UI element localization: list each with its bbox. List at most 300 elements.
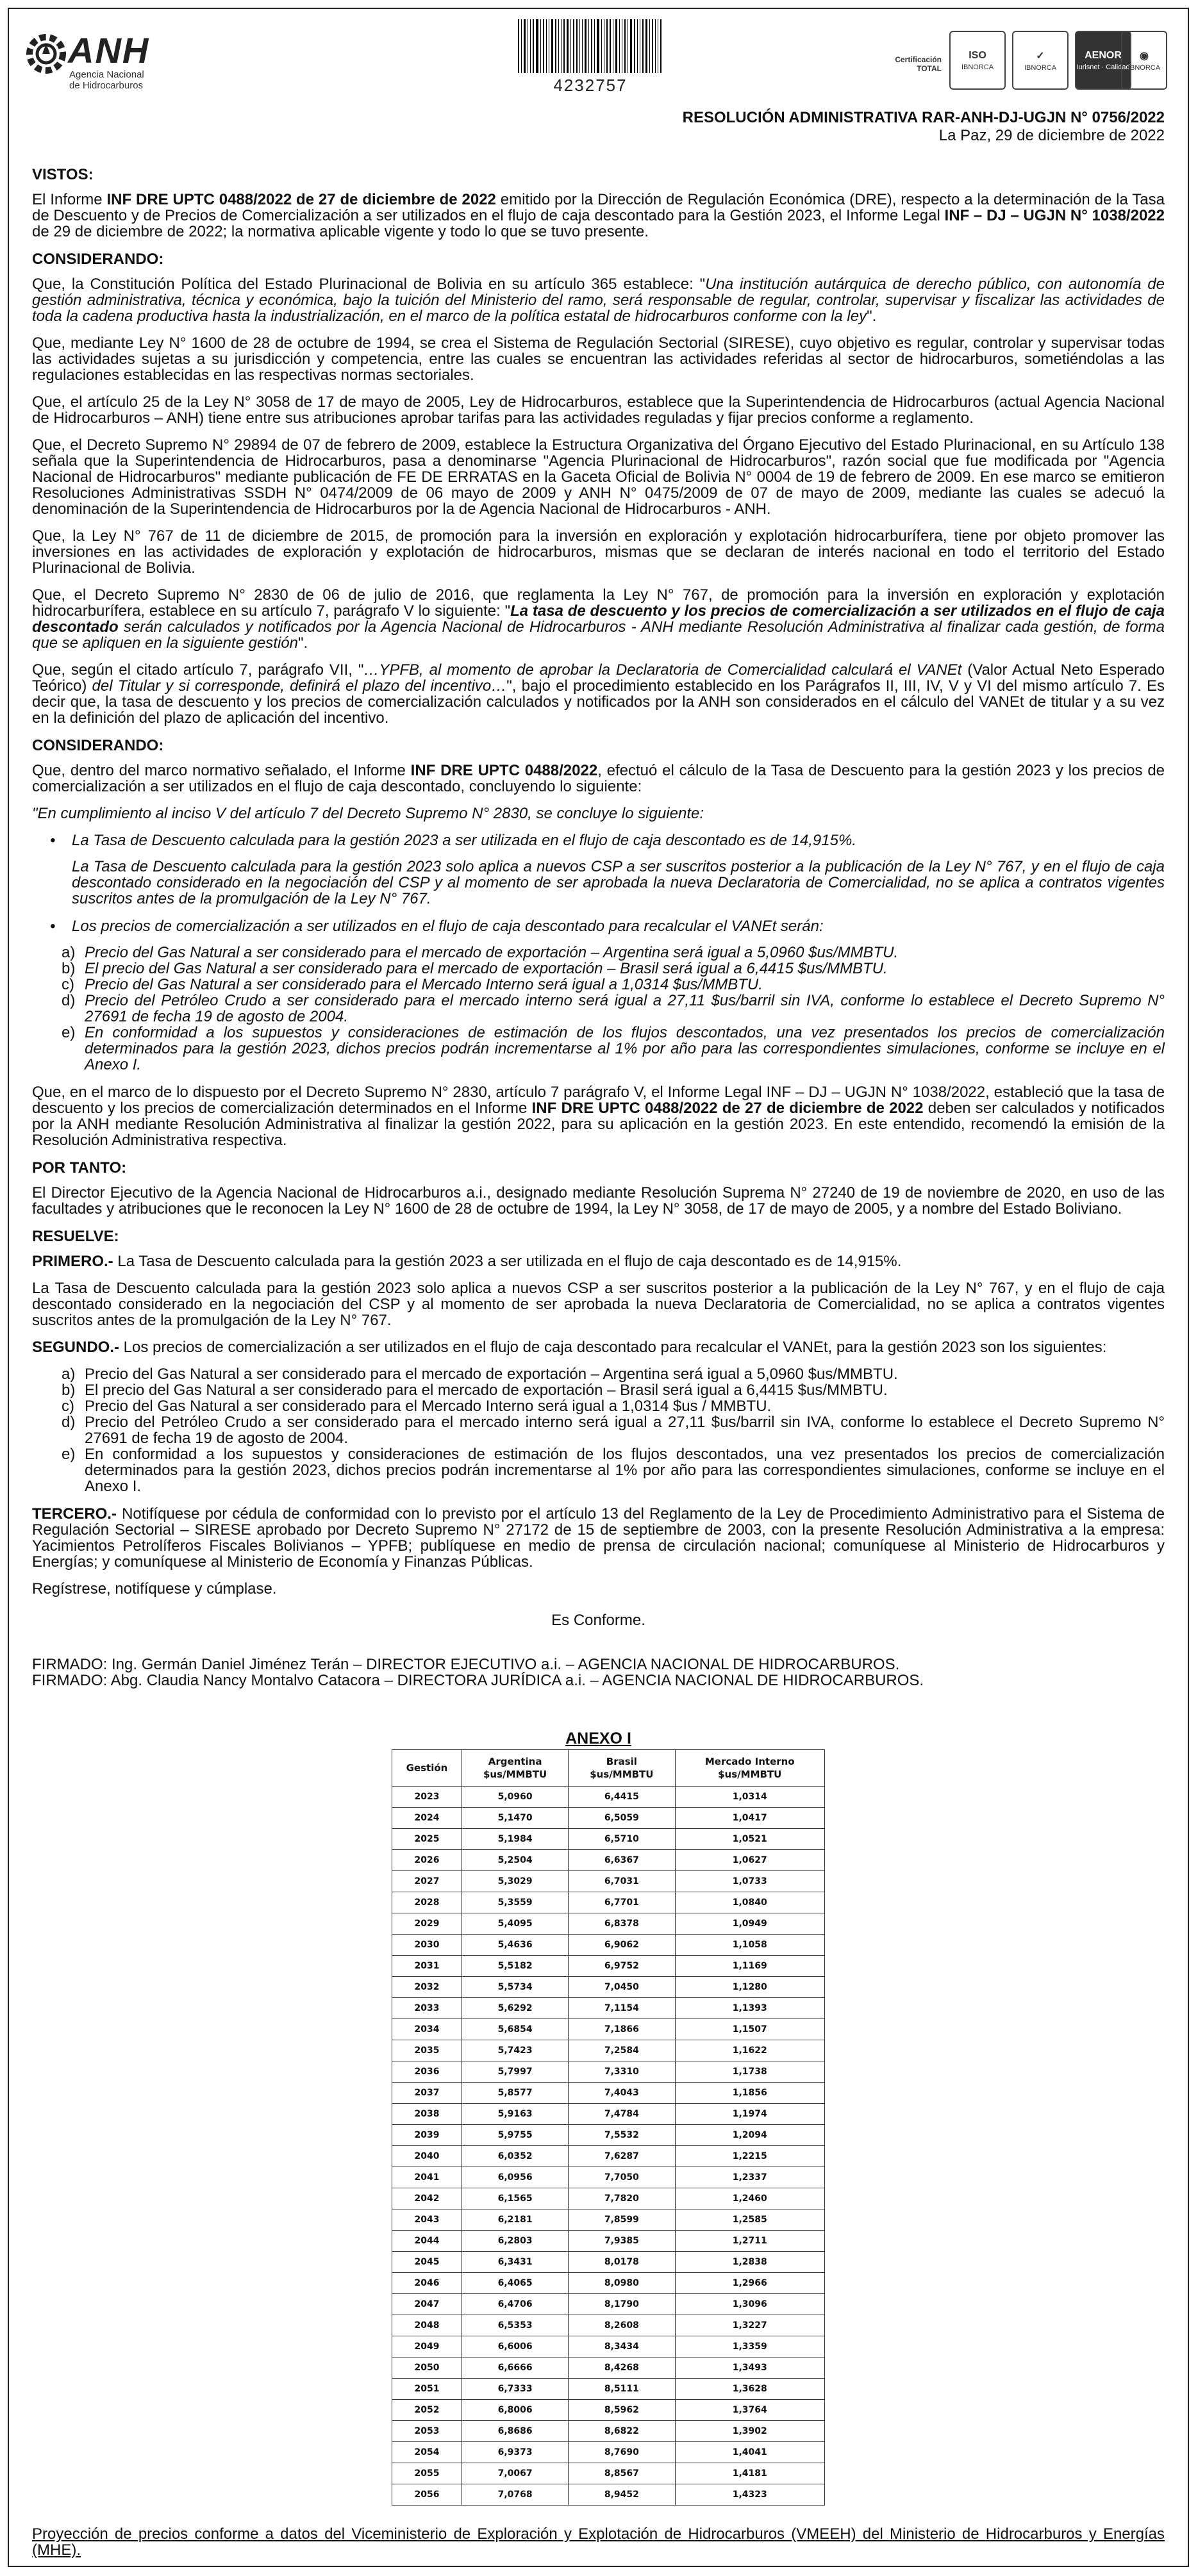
table-row	[392, 2040, 825, 2061]
text-run: La Tasa de Descuento calculada para la gestión 2023 a ser utilizada en el flujo de caja descontado es de 14,915%.	[113, 1253, 902, 1270]
table-cell: 1,0314	[675, 1787, 825, 1808]
table-cell: 2028	[392, 1892, 462, 1913]
list-letter: b)	[62, 1382, 76, 1399]
table-row	[392, 1787, 825, 1808]
table-row	[392, 1829, 825, 1850]
table-cell: 1,0840	[675, 1892, 825, 1913]
table-cell: 2048	[392, 2315, 462, 2336]
table-row	[392, 2019, 825, 2040]
table-cell: 6,5710	[569, 1829, 675, 1850]
logo-subtitle	[69, 69, 144, 91]
table-row	[392, 1892, 825, 1913]
table-row	[392, 2400, 825, 2421]
gear-logo-icon	[23, 24, 68, 83]
bullet-list	[32, 832, 1165, 848]
table-cell: 2026	[392, 1850, 462, 1871]
table-cell: 1,1507	[675, 2019, 825, 2040]
italic-quote: del Titular y si corresponde, definirá el plazo del incentivo…	[92, 677, 507, 695]
list-text: En conformidad a los supuestos y consideraciones de estimación de los flujos descontados, una vez presentados los precios de comercialización determinados para la gestión 2023, dichos precios podrán incrementarse al 1% por año para las correspondientes simulaciones, conforme se incluye en el Anexo I.	[85, 1024, 1165, 1073]
table-cell: 2036	[392, 2061, 462, 2083]
table-cell: 2049	[392, 2336, 462, 2357]
table-cell: 1,2966	[675, 2273, 825, 2294]
table-row	[392, 2357, 825, 2379]
table-cell: 2035	[392, 2040, 462, 2061]
table-cell: 5,3029	[462, 1871, 569, 1892]
anh-logo	[23, 24, 171, 91]
resolution-header	[683, 109, 1165, 145]
text-run: deben ser calculados y notificados por la ANH mediante Resolución Administrativa al finalizar la gestión 2022, para su aplicación en la gestión 2023. En este entendido, recomendó la emisión de la Resolución Administrativa respectiva.	[32, 1100, 1165, 1149]
text-run: Los precios de comercialización a ser utilizados en el flujo de caja descontado para recalcular el VANEt, para la gestión 2023 son los siguientes:	[119, 1339, 1107, 1356]
annex-footnote: Proyección de precios conforme a datos del Viceministerio de Exploración y Explotación de Hidrocarburos (VMEEH) del Ministerio de Hidrocarburos y Energías (MHE).	[32, 2525, 1165, 2559]
table-cell: 1,2460	[675, 2188, 825, 2209]
list-text: Precio del Gas Natural a ser considerado para el Mercado Interno será igual a 1,0314 $us / MMBTU.	[85, 1398, 772, 1415]
cert-label	[890, 55, 942, 73]
table-cell: 5,8577	[462, 2083, 569, 2104]
table-row	[392, 2484, 825, 2506]
table-cell: 7,2584	[569, 2040, 675, 2061]
table-cell: 8,8567	[569, 2463, 675, 2484]
resolution-title: RESOLUCIÓN ADMINISTRATIVA RAR-ANH-DJ-UGJN N° 0756/2022	[682, 109, 1165, 126]
text-run: (Valor Actual Neto Esperado Teórico)	[32, 661, 1165, 695]
list-item	[32, 961, 1165, 977]
bullet-subparagraph: La Tasa de Descuento calculada para la gestión 2023 solo aplica a nuevos CSP a ser suscritos posterior a la publicación de la Ley N° 767, y en el flujo de caja descontado considerado en la negociación del CSP y al momento de ser aprobada la nueva Declaratoria de Comercialidad, no se aplica a contratos vigentes suscritos antes de la promulgación de la Ley N° 767.	[72, 858, 1165, 907]
table-cell: 2025	[392, 1829, 462, 1850]
por-tanto-heading: POR TANTO:	[32, 1159, 127, 1177]
table-cell: 2051	[392, 2379, 462, 2400]
table-cell: 1,3902	[675, 2421, 825, 2442]
list-letter: a)	[62, 1366, 76, 1383]
list-item	[32, 993, 1165, 1025]
list-letter: a)	[62, 944, 76, 961]
table-cell: 5,7997	[462, 2061, 569, 2083]
table-cell: 6,4706	[462, 2294, 569, 2315]
table-cell: 7,4043	[569, 2083, 675, 2104]
table-cell: 7,4784	[569, 2104, 675, 2125]
column-header: Mercado Interno $us/MMBTU	[675, 1750, 825, 1787]
column-header: Argentina $us/MMBTU	[462, 1750, 569, 1787]
table-cell: 1,4181	[675, 2463, 825, 2484]
table-cell: 8,3434	[569, 2336, 675, 2357]
table-cell: 1,1856	[675, 2083, 825, 2104]
prices-list-quoted	[32, 945, 1165, 1073]
considerando-heading: CONSIDERANDO:	[32, 251, 164, 268]
table-cell: 5,6292	[462, 1998, 569, 2019]
list-letter: c)	[62, 1398, 74, 1415]
table-cell: 6,9062	[569, 1935, 675, 1956]
list-item	[32, 1366, 1165, 1382]
considerando-heading: CONSIDERANDO:	[32, 737, 164, 754]
table-header-row	[392, 1750, 825, 1787]
table-cell: 7,8599	[569, 2209, 675, 2231]
table-row	[392, 2252, 825, 2273]
italic-quote: serán calculados y notificados por la Agencia Nacional de Hidrocarburos - ANH mediante Resolución Administrativa al finalizar cada gestión, de forma que se apliquen en la siguiente gestión	[32, 618, 1165, 652]
table-row	[392, 2442, 825, 2463]
list-item	[32, 1398, 1165, 1414]
table-cell: 1,2337	[675, 2167, 825, 2188]
table-cell: 1,1974	[675, 2104, 825, 2125]
table-cell: 7,7820	[569, 2188, 675, 2209]
text-run: Que, el Decreto Supremo N° 2830 de 06 de julio de 2016, que reglamenta la Ley N° 767, de promoción para la inversión en exploración y explotación hidrocarburífera, establece en su artículo 7, parágrafo V lo siguiente: "	[32, 586, 1165, 620]
considerando-paragraph	[32, 276, 1165, 324]
iso-cert-icon	[949, 31, 1006, 90]
table-cell: 2029	[392, 1913, 462, 1935]
logo-subtitle-line1: Agencia Nacional	[69, 69, 144, 80]
article-label: TERCERO.-	[32, 1505, 117, 1523]
table-cell: 8,2608	[569, 2315, 675, 2336]
text-run: ", bajo el procedimiento establecido en los Parágrafos II, III, IV, V y VI del mismo artículo 7. Es decir que, la tasa de descuento y los precios de comercialización calculados y notificados por la ANH son considerados en el cálculo del VANEt de titular y a su vez en la definición del plazo de aplicación del incentivo.	[32, 677, 1165, 727]
table-row	[392, 2273, 825, 2294]
table-cell: 5,5182	[462, 1956, 569, 1977]
table-cell: 2044	[392, 2231, 462, 2252]
list-text: Precio del Gas Natural a ser considerado para el Mercado Interno será igual a 1,0314 $us/MMBTU.	[85, 976, 763, 993]
table-cell: 1,2838	[675, 2252, 825, 2273]
list-item	[32, 977, 1165, 993]
table-cell: 2045	[392, 2252, 462, 2273]
table-cell: 1,3359	[675, 2336, 825, 2357]
table-cell: 5,6854	[462, 2019, 569, 2040]
text-run: Que, dentro del marco normativo señalado, el Informe	[32, 762, 411, 779]
table-cell: 6,7333	[462, 2379, 569, 2400]
segundo-paragraph	[32, 1339, 1165, 1355]
considerando-paragraph	[32, 662, 1165, 726]
table-cell: 6,4415	[569, 1787, 675, 1808]
table-cell: 1,3227	[675, 2315, 825, 2336]
table-cell: 6,7701	[569, 1892, 675, 1913]
column-header: Gestión	[392, 1750, 462, 1787]
table-cell: 2040	[392, 2146, 462, 2167]
considerando-paragraph	[32, 587, 1165, 651]
list-item	[32, 945, 1165, 961]
text-run: ".	[867, 308, 877, 325]
table-cell: 7,9385	[569, 2231, 675, 2252]
table-row	[392, 2379, 825, 2400]
table-cell: 2039	[392, 2125, 462, 2146]
list-letter: b)	[62, 960, 76, 977]
table-cell: 5,4636	[462, 1935, 569, 1956]
list-item: • La Tasa de Descuento calculada para la gestión 2023 a ser utilizada en el flujo de caja descontado es de 14,915%.	[32, 832, 1165, 848]
table-cell: 1,1738	[675, 2061, 825, 2083]
ibnorca-cert-icon	[1121, 31, 1167, 90]
list-text: El precio del Gas Natural a ser considerado para el mercado de exportación – Brasil será igual a 6,4415 $us/MMBTU.	[85, 1382, 888, 1399]
table-cell: 7,5532	[569, 2125, 675, 2146]
table-cell: 1,0521	[675, 1829, 825, 1850]
table-cell: 5,4095	[462, 1913, 569, 1935]
list-item: • Los precios de comercialización a ser utilizados en el flujo de caja descontado para recalcular el VANEt serán:	[32, 918, 1165, 934]
list-text: Precio del Petróleo Crudo a ser considerado para el mercado interno será igual a 27,11 $us/barril sin IVA, conforme lo establece el Decreto Supremo N° 27691 de fecha 19 de agosto de 2004.	[85, 1414, 1165, 1447]
table-cell: 1,3493	[675, 2357, 825, 2379]
table-cell: 6,0956	[462, 2167, 569, 2188]
table-row	[392, 2231, 825, 2252]
cert1-label: IBNORCA	[961, 63, 994, 71]
table-cell: 2032	[392, 1977, 462, 1998]
table-row	[392, 2083, 825, 2104]
table-cell: 6,4065	[462, 2273, 569, 2294]
cert3-mark: AENOR	[1085, 49, 1122, 61]
table-cell: 7,0450	[569, 1977, 675, 1998]
table-row	[392, 2146, 825, 2167]
table-cell: 2034	[392, 2019, 462, 2040]
table-row	[392, 2061, 825, 2083]
table-cell: 6,8686	[462, 2421, 569, 2442]
prices-list-resolved	[32, 1366, 1165, 1494]
table-cell: 2031	[392, 1956, 462, 1977]
table-cell: 1,2711	[675, 2231, 825, 2252]
table-row	[392, 2463, 825, 2484]
table-row	[392, 2104, 825, 2125]
table-cell: 1,2215	[675, 2146, 825, 2167]
list-text: Precio del Petróleo Crudo a ser considerado para el mercado interno será igual a 27,11 $us/barril sin IVA, conforme lo establece el Decreto Supremo N° 27691 de fecha 19 de agosto de 2004.	[85, 992, 1165, 1025]
table-cell: 2023	[392, 1787, 462, 1808]
table-row	[392, 2209, 825, 2231]
table-cell: 6,3431	[462, 2252, 569, 2273]
bold-reference: INF DRE UPTC 0488/2022 de 27 de diciembre de 2022	[106, 191, 496, 208]
table-cell: 5,5734	[462, 1977, 569, 1998]
table-cell: 7,3310	[569, 2061, 675, 2083]
italic-quote: …YPFB, al momento de aprobar la Declaratoria de Comercialidad calculará el VANEt	[363, 661, 962, 679]
list-item	[32, 1414, 1165, 1446]
signature-line: FIRMADO: Ing. Germán Daniel Jiménez Terán – DIRECTOR EJECUTIVO a.i. – AGENCIA NACIONAL DE HIDROCARBUROS.	[32, 1656, 900, 1673]
cert-label-line1: Certificación	[895, 55, 942, 64]
primero-paragraph	[32, 1253, 1165, 1269]
bold-reference: INF DRE UPTC 0488/2022 de 27 de diciembre de 2022	[531, 1100, 924, 1117]
considerando-paragraph: Que, el artículo 25 de la Ley N° 3058 de 17 de mayo de 2005, Ley de Hidrocarburos, establece que la Superintendencia de Hidrocarburos (actual Agencia Nacional de Hidrocarburos – ANH) tiene entre sus atribuciones aprobar tarifas para las actividades reguladas y fijar precios conforme a reglamento.	[32, 393, 1165, 427]
list-item	[32, 1382, 1165, 1398]
table-cell: 1,3764	[675, 2400, 825, 2421]
table-cell: 6,9752	[569, 1956, 675, 1977]
table-cell: 6,5059	[569, 1808, 675, 1829]
table-cell: 6,7031	[569, 1871, 675, 1892]
table-cell: 7,7050	[569, 2167, 675, 2188]
primero-paragraph-2: La Tasa de Descuento calculada para la gestión 2023 solo aplica a nuevos CSP a ser suscritos posterior a la publicación de la Ley N° 767, y en el flujo de caja descontado considerado en la negociación del CSP y al momento de ser aprobada la nueva Declaratoria de Comercialidad, no se aplica a contratos vigentes suscritos antes de la promulgación de la Ley N° 767.	[32, 1280, 1165, 1329]
text-run: de 29 de diciembre de 2022; la normativa aplicable vigente y todo lo que se tuvo presente.	[32, 223, 649, 240]
table-cell: 1,0733	[675, 1871, 825, 1892]
tercero-paragraph	[32, 1506, 1165, 1570]
table-cell: 2054	[392, 2442, 462, 2463]
cert4-label: IBNORCA	[1127, 63, 1161, 72]
table-cell: 7,1154	[569, 1998, 675, 2019]
considerando-paragraph: Que, mediante Ley N° 1600 de 28 de octubre de 1994, se crea el Sistema de Regulación Sectorial (SIRESE), cuyo objetivo es regular, controlar y supervisar todas las actividades sujetas a su jurisdicción y competencia, entre las cuales se encuentran las actividades referidas al sector de hidrocarburos, sometiéndolas a las regulaciones establecidas en las respectivas normas sectoriales.	[32, 334, 1165, 384]
table-cell: 6,9373	[462, 2442, 569, 2463]
table-cell: 2053	[392, 2421, 462, 2442]
resuelve-heading: RESUELVE:	[32, 1228, 119, 1245]
table-cell: 2046	[392, 2273, 462, 2294]
considerando-paragraph	[32, 763, 1165, 795]
table-cell: 1,3628	[675, 2379, 825, 2400]
italic-quote: Una institución autárquica de derecho público, con autonomía de gestión administrativa, técnica y económica, bajo la tuición del Ministerio del ramo, será responsable de regular, controlar, supervisar y fiscalizar las actividades de toda la cadena productiva hasta la industrialización, en el marco de la política estatal de hidrocarburos conforme con la ley	[32, 276, 1165, 325]
table-cell: 8,0980	[569, 2273, 675, 2294]
table-cell: 8,1790	[569, 2294, 675, 2315]
table-cell: 6,2803	[462, 2231, 569, 2252]
logo-subtitle-line2: de Hidrocarburos	[69, 80, 144, 91]
table-cell: 1,4041	[675, 2442, 825, 2463]
table-row	[392, 1956, 825, 1977]
table-cell: 5,9163	[462, 2104, 569, 2125]
table-cell: 1,0949	[675, 1913, 825, 1935]
table-cell: 1,1622	[675, 2040, 825, 2061]
table-cell: 8,7690	[569, 2442, 675, 2463]
list-text: Precio del Gas Natural a ser considerado para el mercado de exportación – Argentina será igual a 5,0960 $us/MMBTU.	[85, 944, 899, 961]
table-body	[392, 1787, 825, 2506]
table-cell: 6,8378	[569, 1913, 675, 1935]
table-cell: 2027	[392, 1871, 462, 1892]
bold-reference: INF DRE UPTC 0488/2022	[410, 762, 598, 779]
table-row	[392, 1850, 825, 1871]
table-cell: 5,7423	[462, 2040, 569, 2061]
quote-intro: "En cumplimiento al inciso V del artículo 7 del Decreto Supremo N° 2830, se concluye lo siguiente:	[32, 805, 704, 822]
cert3-label: Iurisnet · Calidad	[1076, 63, 1130, 71]
table-cell: 1,2094	[675, 2125, 825, 2146]
table-cell: 7,6287	[569, 2146, 675, 2167]
table-cell: 1,0627	[675, 1850, 825, 1871]
cert1-mark: ISO	[969, 49, 986, 61]
table-row	[392, 1935, 825, 1956]
table-cell: 5,1470	[462, 1808, 569, 1829]
table-cell: 5,0960	[462, 1787, 569, 1808]
list-letter: e)	[62, 1024, 76, 1041]
table-cell: 7,1866	[569, 2019, 675, 2040]
table-cell: 8,9452	[569, 2484, 675, 2506]
signature-line: FIRMADO: Abg. Claudia Nancy Montalvo Catacora – DIRECTORA JURÍDICA a.i. – AGENCIA NACIONAL DE HIDROCARBUROS.	[32, 1672, 924, 1689]
table-cell: 5,9755	[462, 2125, 569, 2146]
text-run: Notifíquese por cédula de conformidad con lo previsto por el artículo 13 del Reglamento de la Ley de Procedimiento Administrativo para el Sistema de Regulación Sectorial – SIRESE aprobado por Decreto Supremo N° 27172 de 15 de septiembre de 2003, con la presente Resolución Administrativa a la empresa: Yacimientos Petrolíferos Fiscales Bolivianos – YPFB; publíquese en medio de prensa de circulación nacional; comuníquese al Ministerio de Hidrocarburos y Energías; y comuníquese al Ministerio de Economía y Finanzas Públicas.	[32, 1505, 1165, 1571]
article-label: SEGUNDO.-	[32, 1339, 120, 1356]
text-run: El Informe	[32, 191, 107, 208]
list-text: Precio del Gas Natural a ser considerado para el mercado de exportación – Argentina será igual a 5,0960 $us/MMBTU.	[85, 1366, 898, 1383]
table-cell: 5,2504	[462, 1850, 569, 1871]
document-body	[32, 155, 1165, 1688]
table-cell: 2043	[392, 2209, 462, 2231]
table-cell: 2037	[392, 2083, 462, 2104]
table-row	[392, 2188, 825, 2209]
table-cell: 8,6822	[569, 2421, 675, 2442]
considerando-paragraph	[32, 1084, 1165, 1148]
certifications	[890, 27, 1179, 91]
table-row	[392, 2294, 825, 2315]
text-run: , efectuó el cálculo de la Tasa de Descuento para la gestión 2023 y los precios de comercialización a ser utilizados en el flujo de caja descontado, concluyendo lo siguiente:	[32, 762, 1165, 795]
table-cell: 1,0417	[675, 1808, 825, 1829]
table-row	[392, 1977, 825, 1998]
table-row	[392, 2315, 825, 2336]
table-row	[392, 2336, 825, 2357]
table-cell: 1,1393	[675, 1998, 825, 2019]
table-row	[392, 2125, 825, 2146]
table-cell: 2030	[392, 1935, 462, 1956]
table-cell: 1,1280	[675, 1977, 825, 1998]
table-cell: 7,0067	[462, 2463, 569, 2484]
vistos-heading: VISTOS:	[32, 166, 94, 183]
table-cell: 2038	[392, 2104, 462, 2125]
table-cell: 2033	[392, 1998, 462, 2019]
resolution-date: La Paz, 29 de diciembre de 2022	[938, 127, 1165, 144]
table-cell: 6,2181	[462, 2209, 569, 2231]
es-conforme: Es Conforme.	[551, 1612, 645, 1629]
table-cell: 8,5962	[569, 2400, 675, 2421]
table-cell: 6,1565	[462, 2188, 569, 2209]
table-cell: 2024	[392, 1808, 462, 1829]
table-cell: 8,5111	[569, 2379, 675, 2400]
table-cell: 5,3559	[462, 1892, 569, 1913]
table-cell: 2047	[392, 2294, 462, 2315]
text-run: emitido por la Dirección de Regulación Económica (DRE), respecto a la determinación de la Tasa de Descuento y de Precios de Comercialización a ser utilizados en el flujo de caja descontado para la Gestión 2023, el Informe Legal	[32, 191, 1165, 224]
closing-line: Regístrese, notifíquese y cúmplase.	[32, 1580, 277, 1598]
table-cell: 1,4323	[675, 2484, 825, 2506]
considerando-paragraph: Que, el Decreto Supremo N° 29894 de 07 de febrero de 2009, establece la Estructura Organizativa del Órgano Ejecutivo del Estado Plurinacional, en su Artículo 138 señala que la Superintendencia de Hidrocarburos, pasa a denominarse "Agencia Plurinacional de Hidrocarburos", razón social que fue modificada por "Agencia Nacional de Hidrocarburos" mediante publicación de FE DE ERRATAS en la Gaceta Oficial de Bolivia N° 0004 de 19 de febrero de 2009. En ese marco se emitieron Resoluciones Administrativas SSDH N° 0474/2009 de 06 mayo de 2009 y ANH N° 0475/2009 de 07 de mayo de 2009, mediante las cuales se adecuó la denominación de la Superintendencia de Hidrocarburos por la de Agencia Nacional de Hidrocarburos - ANH.	[32, 436, 1165, 518]
quality-cert-icon	[1012, 31, 1069, 90]
table-row	[392, 1913, 825, 1935]
list-item	[32, 1025, 1165, 1073]
table-row	[392, 1998, 825, 2019]
table-cell: 8,4268	[569, 2357, 675, 2379]
annex-price-table	[392, 1749, 825, 2506]
bullet-list	[32, 918, 1165, 934]
table-cell: 1,2585	[675, 2209, 825, 2231]
list-letter: e)	[62, 1446, 76, 1463]
table-cell: 6,6666	[462, 2357, 569, 2379]
bold-reference: INF – DJ – UGJN N° 1038/2022	[944, 207, 1165, 224]
cert-label-line2: TOTAL	[917, 64, 942, 73]
list-letter: d)	[62, 1414, 76, 1431]
barcode	[504, 19, 677, 96]
table-cell: 6,6006	[462, 2336, 569, 2357]
considerando-paragraph: Que, la Ley N° 767 de 11 de diciembre de 2015, de promoción para la inversión en exploración y explotación hidrocarburífera, tiene por objeto promover las inversiones en las actividades de exploración y explotación de hidrocarburos, mismas que se declaran de interés nacional en todo el territorio del Estado Plurinacional de Bolivia.	[32, 527, 1165, 577]
annex-title: ANEXO I	[565, 1730, 631, 1747]
table-cell: 6,6367	[569, 1850, 675, 1871]
table-cell: 1,3096	[675, 2294, 825, 2315]
list-letter: c)	[62, 976, 74, 993]
list-text: El precio del Gas Natural a ser considerado para el mercado de exportación – Brasil será igual a 6,4415 $us/MMBTU.	[85, 960, 888, 977]
table-cell: 1,1058	[675, 1935, 825, 1956]
table-cell: 2050	[392, 2357, 462, 2379]
bold-italic-quote: La tasa de descuento y los precios de comercialización a ser utilizados en el flujo de caja descontado	[32, 602, 1165, 636]
list-letter: d)	[62, 992, 76, 1009]
list-text: En conformidad a los supuestos y consideraciones de estimación de los flujos descontados, una vez presentados los precios de comercialización determinados para la gestión 2023, dichos precios podrán incrementarse al 1% por año para las correspondientes simulaciones, conforme se incluye en el Anexo I.	[85, 1446, 1165, 1495]
table-cell: 6,8006	[462, 2400, 569, 2421]
table-cell: 8,0178	[569, 2252, 675, 2273]
barcode-icon	[504, 19, 677, 73]
table-cell: 6,5353	[462, 2315, 569, 2336]
text-run: Que, en el marco de lo dispuesto por el Decreto Supremo N° 2830, artículo 7 parágrafo V, el Informe Legal INF – DJ – UGJN N° 1038/2022, estableció que la tasa de descuento y los precios de comercialización determinados en el Informe	[32, 1084, 1165, 1117]
column-header: Brasil $us/MMBTU	[569, 1750, 675, 1787]
cert2-mark: ✓	[1036, 50, 1045, 62]
table-cell: 2056	[392, 2484, 462, 2506]
barcode-number: 4232757	[553, 76, 628, 95]
table-cell: 6,0352	[462, 2146, 569, 2167]
cert2-label: IBNORCA	[1024, 63, 1057, 72]
table-row	[392, 2421, 825, 2442]
table-cell: 2055	[392, 2463, 462, 2484]
table-cell: 5,1984	[462, 1829, 569, 1850]
list-item	[32, 1446, 1165, 1494]
por-tanto-paragraph: El Director Ejecutivo de la Agencia Nacional de Hidrocarburos a.i., designado mediante Resolución Suprema N° 27240 de 19 de noviembre de 2020, en uso de las facultades y atribuciones que le reconocen la Ley N° 1600 de 28 de octubre de 1994, la Ley N° 3058, de 17 de mayo de 2005, y a nombre del Estado Boliviano.	[32, 1184, 1165, 1218]
logo-text: ANH	[68, 30, 150, 70]
article-label: PRIMERO.-	[32, 1253, 113, 1270]
vistos-paragraph	[32, 192, 1165, 240]
table-row	[392, 2167, 825, 2188]
cert4-mark: ◉	[1140, 50, 1149, 62]
text-run: ".	[297, 634, 308, 652]
text-run: Que, según el citado artículo 7, parágrafo VII, "	[32, 661, 364, 679]
table-cell: 2052	[392, 2400, 462, 2421]
table-cell: 1,1169	[675, 1956, 825, 1977]
text-run: Que, la Constitución Política del Estado Plurinacional de Bolivia en su artículo 365 establece: "	[32, 276, 706, 293]
table-row	[392, 1871, 825, 1892]
document-page	[8, 8, 1189, 2567]
table-cell: 7,0768	[462, 2484, 569, 2506]
table-row	[392, 1808, 825, 1829]
table-cell: 2041	[392, 2167, 462, 2188]
table-cell: 2042	[392, 2188, 462, 2209]
document-header	[9, 9, 1188, 105]
